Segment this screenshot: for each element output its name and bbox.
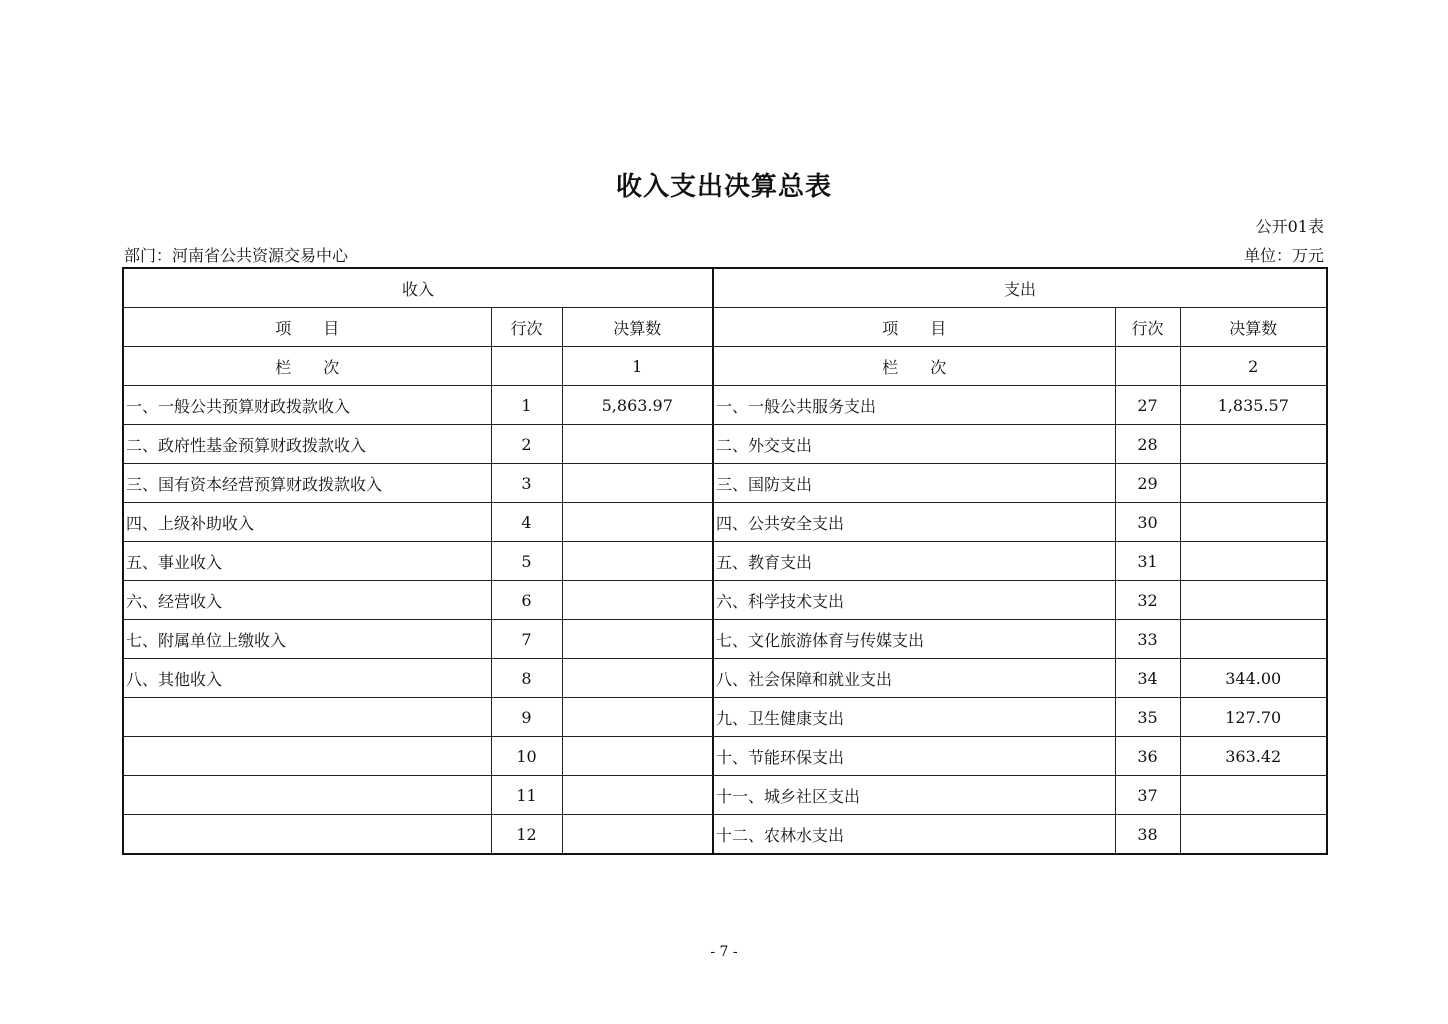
table-row <box>123 737 1327 776</box>
expense-item-cell: 四、公共安全支出 <box>713 503 1115 542</box>
table-row <box>123 542 1327 581</box>
expense-amount-cell <box>1180 776 1327 815</box>
expense-line-cell: 33 <box>1115 620 1180 659</box>
income-item-cell <box>123 815 491 855</box>
expense-item-cell: 三、国防支出 <box>713 464 1115 503</box>
expense-amount-cell <box>1180 542 1327 581</box>
expense-item-cell: 九、卫生健康支出 <box>713 698 1115 737</box>
expense-line-cell: 30 <box>1115 503 1180 542</box>
expense-column-number: 2 <box>1180 347 1327 386</box>
income-line-cell: 3 <box>491 464 562 503</box>
income-amount-cell <box>562 503 713 542</box>
income-item-cell <box>123 698 491 737</box>
income-amount-cell <box>562 776 713 815</box>
expense-line-cell: 34 <box>1115 659 1180 698</box>
expense-item-cell: 七、文化旅游体育与传媒支出 <box>713 620 1115 659</box>
income-item-cell: 七、附属单位上缴收入 <box>123 620 491 659</box>
income-item-cell <box>123 737 491 776</box>
table-row <box>123 698 1327 737</box>
expense-amount-cell: 127.70 <box>1180 698 1327 737</box>
table-row <box>123 815 1327 855</box>
unit-label: 单位：万元 <box>1243 246 1324 265</box>
income-line-cell: 1 <box>491 386 562 425</box>
income-column-number: 1 <box>562 347 713 386</box>
expense-line-blank <box>1115 347 1180 386</box>
expense-item-cell: 十、节能环保支出 <box>713 737 1115 776</box>
income-line-cell: 6 <box>491 581 562 620</box>
expense-amount-cell <box>1180 581 1327 620</box>
table-row <box>123 581 1327 620</box>
income-item-cell: 六、经营收入 <box>123 581 491 620</box>
expense-line-cell: 28 <box>1115 425 1180 464</box>
income-item-cell <box>123 776 491 815</box>
income-amount-cell <box>562 620 713 659</box>
income-item-cell: 五、事业收入 <box>123 542 491 581</box>
expense-row-label: 栏 次 <box>713 347 1115 386</box>
expense-amount-cell: 1,835.57 <box>1180 386 1327 425</box>
expense-item-cell: 十一、城乡社区支出 <box>713 776 1115 815</box>
income-line-cell: 9 <box>491 698 562 737</box>
income-amount-cell <box>562 464 713 503</box>
table-row <box>123 386 1327 425</box>
income-item-header: 项 目 <box>123 308 491 347</box>
expense-amount-cell <box>1180 503 1327 542</box>
income-amount-cell <box>562 542 713 581</box>
table-row <box>123 503 1327 542</box>
table-row <box>123 659 1327 698</box>
column-number-row <box>123 347 1327 386</box>
expense-line-cell: 38 <box>1115 815 1180 855</box>
expense-item-cell: 十二、农林水支出 <box>713 815 1115 855</box>
income-item-cell: 二、政府性基金预算财政拨款收入 <box>123 425 491 464</box>
expense-amount-cell: 344.00 <box>1180 659 1327 698</box>
income-line-cell: 11 <box>491 776 562 815</box>
expense-item-cell: 六、科学技术支出 <box>713 581 1115 620</box>
expense-line-cell: 29 <box>1115 464 1180 503</box>
income-amount-cell <box>562 425 713 464</box>
income-line-cell: 8 <box>491 659 562 698</box>
form-number: 公开01表 <box>1255 217 1324 236</box>
income-expense-table <box>122 267 1328 855</box>
income-amount-cell <box>562 815 713 855</box>
expense-item-header: 项 目 <box>713 308 1115 347</box>
income-amount-cell <box>562 581 713 620</box>
income-line-cell: 4 <box>491 503 562 542</box>
income-item-cell: 四、上级补助收入 <box>123 503 491 542</box>
expense-item-cell: 八、社会保障和就业支出 <box>713 659 1115 698</box>
table-row <box>123 425 1327 464</box>
section-header-row <box>123 268 1327 308</box>
income-header: 收入 <box>123 268 713 308</box>
income-line-cell: 7 <box>491 620 562 659</box>
expense-line-cell: 37 <box>1115 776 1180 815</box>
income-row-label: 栏 次 <box>123 347 491 386</box>
income-amount-cell <box>562 698 713 737</box>
income-item-cell: 一、一般公共预算财政拨款收入 <box>123 386 491 425</box>
expense-line-cell: 35 <box>1115 698 1180 737</box>
income-line-cell: 12 <box>491 815 562 855</box>
income-line-header: 行次 <box>491 308 562 347</box>
income-amount-cell: 5,863.97 <box>562 386 713 425</box>
department-label: 部门：河南省公共资源交易中心 <box>124 246 349 265</box>
income-item-cell: 八、其他收入 <box>123 659 491 698</box>
income-line-cell: 5 <box>491 542 562 581</box>
table-row <box>123 464 1327 503</box>
income-amount-header: 决算数 <box>562 308 713 347</box>
table-row <box>123 776 1327 815</box>
income-line-blank <box>491 347 562 386</box>
table-row <box>123 620 1327 659</box>
expense-amount-header: 决算数 <box>1180 308 1327 347</box>
expense-amount-cell <box>1180 620 1327 659</box>
page-number: - 7 - <box>710 944 738 960</box>
expense-item-cell: 二、外交支出 <box>713 425 1115 464</box>
income-amount-cell <box>562 737 713 776</box>
expense-item-cell: 一、一般公共服务支出 <box>713 386 1115 425</box>
income-item-cell: 三、国有资本经营预算财政拨款收入 <box>123 464 491 503</box>
expense-line-header: 行次 <box>1115 308 1180 347</box>
expense-amount-cell <box>1180 464 1327 503</box>
expense-item-cell: 五、教育支出 <box>713 542 1115 581</box>
expense-line-cell: 36 <box>1115 737 1180 776</box>
page-title: 收入支出决算总表 <box>615 172 832 202</box>
expense-amount-cell <box>1180 815 1327 855</box>
income-line-cell: 10 <box>491 737 562 776</box>
income-amount-cell <box>562 659 713 698</box>
expense-header: 支出 <box>713 268 1327 308</box>
income-line-cell: 2 <box>491 425 562 464</box>
expense-amount-cell <box>1180 425 1327 464</box>
expense-line-cell: 31 <box>1115 542 1180 581</box>
expense-line-cell: 27 <box>1115 386 1180 425</box>
expense-line-cell: 32 <box>1115 581 1180 620</box>
column-header-row <box>123 308 1327 347</box>
expense-amount-cell: 363.42 <box>1180 737 1327 776</box>
